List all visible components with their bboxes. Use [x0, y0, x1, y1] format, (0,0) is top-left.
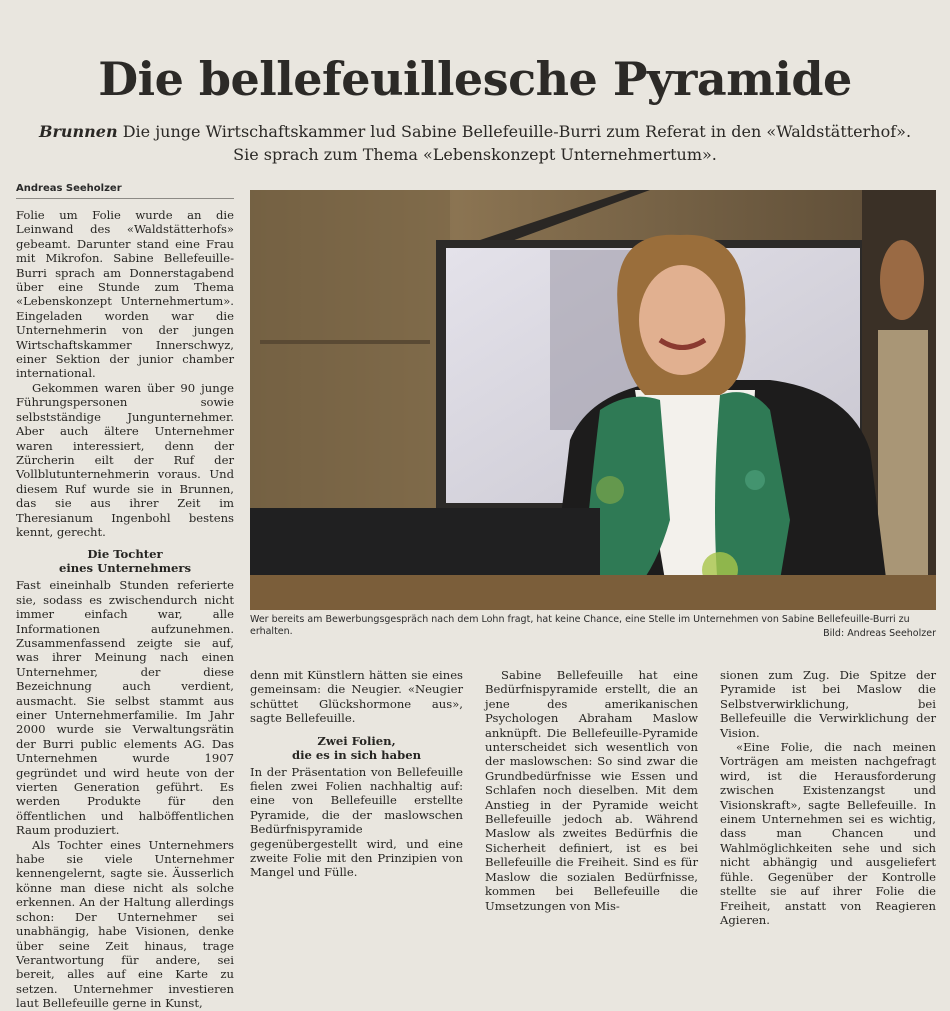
photo-caption: Wer bereits am Bewerbungsgespräch nach dem Lohn fragt, hat keine Chance, eine Stelle im Unternehmen von Sabine Bellefeuille-Burri zu erhalten. [250, 614, 910, 637]
lead-text: Die junge Wirtschaftskammer lud Sabine Bellefeuille-Burri zum Referat in den «Waldstätterhof». Sie sprach zum Thema «Lebenskonzept Unternehmertum». [122, 122, 912, 164]
subheading-line: Die Tochter [87, 547, 163, 562]
subheading-tochter [16, 547, 234, 575]
paragraph: In der Präsentation von Bellefeuille fielen zwei Folien nachhaltig auf: eine von Bellefeuille erstellte Pyramide, die der maslowschen Bedürfnispyramide gegenübergestellt wird, und eine zweite Folie mit den Prinzipien von Mangel und Fülle. [250, 764, 463, 880]
author-byline: Andreas Seeholzer [16, 183, 122, 194]
lead-paragraph [30, 120, 920, 166]
column-3 [485, 668, 698, 913]
paragraph: Gekommen waren über 90 junge Führungspersonen sowie selbstständige Jungunternehmer. Aber auch ältere Unternehmer waren interessiert, denn der Zürcherin eilt der Ruf der Vollblutunternehmerin voraus. Und diesem Ruf wurde sie in Brunnen, das sie aus ihrer Zeit im Theresianum Ingenbohl bestens kennt, gerecht. [16, 380, 234, 539]
paragraph: Als Tochter eines Unternehmers habe sie viele Unternehmer kennengelernt, sagte sie. Äusserlich könne man diese nicht als solche erkennen. An der Haltung allerdings schon: Der Unternehmer sei unabhängig, habe Visionen, denke über seine Zeit hinaus, trage Verantwortung für andere, sei bereit, alles auf eine Karte zu setzen. Unternehmer investieren laut Bellefeuille gerne in Kunst, [16, 837, 234, 1011]
paragraph: sionen zum Zug. Die Spitze der Pyramide ist bei Maslow die Selbstverwirklichung, bei Bellefeuille die Verwirklichung der Vision. [720, 668, 936, 740]
column-1 [16, 208, 234, 1011]
paragraph: Fast eineinhalb Stunden referierte sie, sodass es zwischendurch nicht immer einfach war, alle Informationen aufzunehmen. Zusammenfassend zeigte sie auf, was ihrer Meinung nach einen Unternehmer, der diese Bezeichnung auch verdient, ausmacht. Sie selbst stammt aus einer Unternehmerfamilie. Im Jahr 2000 wurde sie Verwaltungsrätin der Burri public elements AG. Das Unternehmen wurde 1907 gegründet und wird heute von der vierten Generation geführt. Es werden Produkte für den öffentlichen und halböffentlichen Raum produziert. [16, 578, 234, 838]
column-2 [250, 668, 463, 880]
subheading-line: die es in sich haben [291, 747, 422, 762]
lead-place: Brunnen [38, 122, 118, 141]
paragraph: «Eine Folie, die nach meinen Vorträgen am meisten nachgefragt wird, ist die Herausforderung zwischen Existenzangst und Visionskraft», sagte Bellefeuille. In einem Unternehmen sei es wichtig, dass man Chancen und Wahlmöglichkeiten sehe und sich nicht abhängig und ausgeliefert fühle. Gegenüber der Kontrolle stellte sie auf ihrer Folie die Freiheit, anstatt von Reagieren Agieren. [720, 740, 936, 927]
paragraph: Folie um Folie wurde an die Leinwand des «Waldstätterhofs» gebeamt. Darunter stand eine Frau mit Mikrofon. Sabine Bellefeuille-Burri sprach am Donnerstagabend über eine Stunde zum Thema «Lebenskonzept Unternehmertum». Eingeladen worden war die Unternehmerin von der jungen Wirtschaftskammer Innerschwyz, einer Sektion der junior chamber international. [16, 208, 234, 381]
column-4 [720, 668, 936, 927]
subheading-zwei-folien [250, 734, 463, 762]
photo-credit: Bild: Andreas Seeholzer [823, 628, 936, 639]
speaker-photo [250, 190, 936, 610]
paragraph: denn mit Künstlern hätten sie eines gemeinsam: die Neugier. «Neugier schüttet Glückshormone aus», sagte Bellefeuille. [250, 668, 463, 726]
subheading-line: eines Unternehmers [58, 561, 192, 576]
subheading-line: Zwei Folien, [317, 733, 396, 748]
byline-rule [16, 198, 234, 199]
paragraph: Sabine Bellefeuille hat eine Bedürfnispyramide erstellt, die an jene des amerikanischen Psychologen Abraham Maslow anknüpft. Die Bellefeuille-Pyramide unterscheidet sich wesentlich von der maslowschen: So sind zwar die Grundbedürfnisse wie Essen und Schlafen noch dieselben. Mit dem Anstieg in der Pyramide weicht Bellefeuille jedoch ab. Während Maslow als zweites Bedürfnis die Sicherheit definiert, ist es bei Bellefeuille die Freiheit. Sind es für Maslow die sozialen Bedürfnisse, kommen bei Bellefeuille die Umsetzungen von Mis- [485, 668, 698, 913]
headline: Die bellefeuillesche Pyramide [98, 52, 852, 106]
